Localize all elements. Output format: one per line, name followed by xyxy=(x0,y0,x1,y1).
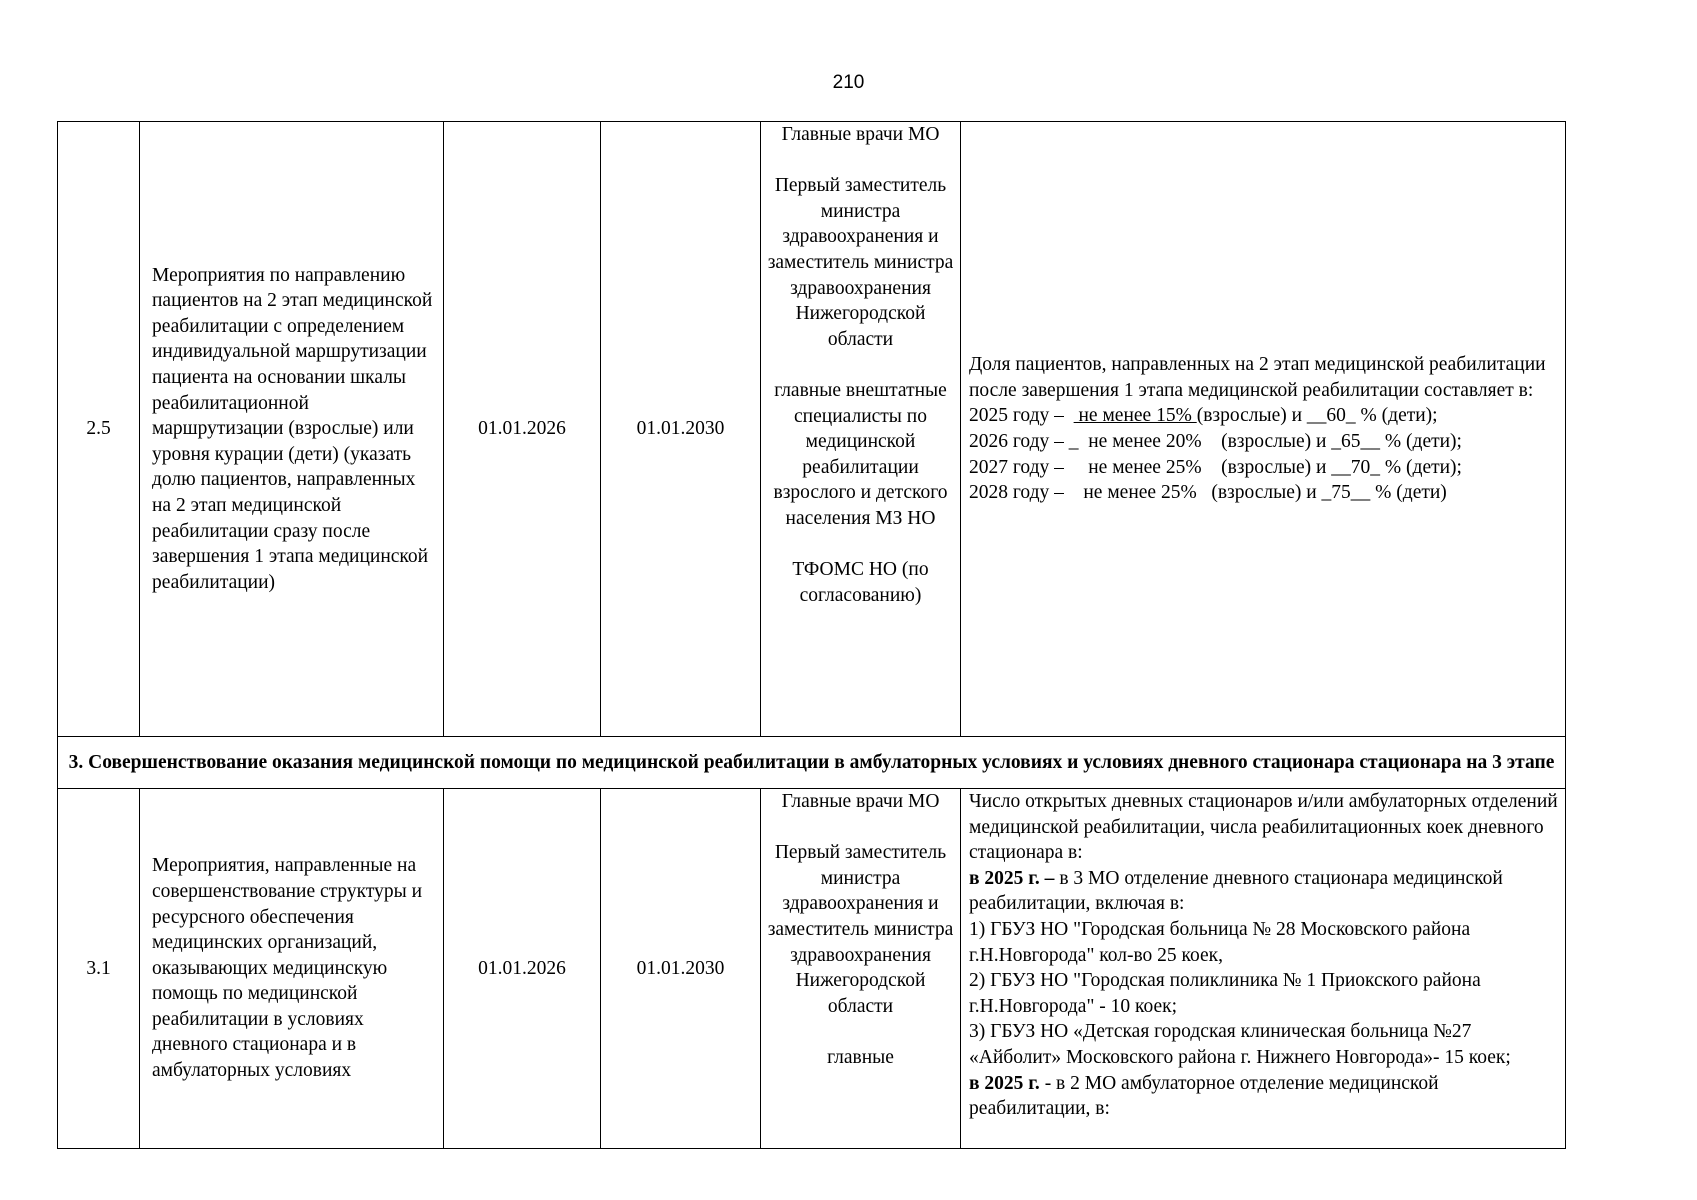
result-2026: 2026 году – _ не менее 20% (взрослые) и _65__ % (дети); xyxy=(969,431,1462,452)
row-number: 2.5 xyxy=(58,122,140,737)
responsible-chief-doctors: Главные врачи МО xyxy=(781,124,940,145)
table-row-2-5 xyxy=(58,122,1566,737)
measures-table xyxy=(57,121,1566,1149)
responsible-specialists: главные xyxy=(827,1046,894,1068)
responsible-tfoms: ТФОМС НО (по согласованию) xyxy=(792,559,929,606)
expected-result xyxy=(961,789,1566,1149)
responsible-chief-doctors: Главные врачи МО xyxy=(781,791,940,812)
result-item-2: 2) ГБУЗ НО "Городская поликлиника № 1 Приокского района г.Н.Новгорода" - 10 коек; xyxy=(969,970,1481,1017)
page-number: 210 xyxy=(832,72,865,93)
row-number: 3.1 xyxy=(58,789,140,1149)
section-title: 3. Совершенствование оказания медицинской помощи по медицинской реабилитации в амбулаторных условиях и условиях дневного стационара стационара на 3 этапе xyxy=(58,737,1566,789)
result-item-3: 3) ГБУЗ НО «Детская городская клиническая больница №27 «Айболит» Московского района г. Нижнего Новгорода»- 15 коек; xyxy=(969,1021,1511,1068)
result-2025: 2025 году – не менее 15% (взрослые) и __60_ % (дети); xyxy=(969,405,1438,427)
result-item-1: 1) ГБУЗ НО "Городская больница № 28 Московского района г.Н.Новгорода" кол-во 25 коек, xyxy=(969,918,1471,966)
expected-result xyxy=(961,122,1566,737)
measure-name: Мероприятия, направленные на совершенствование структуры и ресурсного обеспечения медицинских организаций, оказывающих медицинскую помощь по медицинской реабилитации в условиях дневного стационара и в амбулаторных условиях xyxy=(140,789,444,1149)
result-intro: Число открытых дневных стационаров и/или амбулаторных отделений медицинской реабилитации, числа реабилитационных коек дневного стационара в: xyxy=(969,791,1558,864)
result-intro: Доля пациентов, направленных на 2 этап медицинской реабилитации после завершения 1 этапа медицинской реабилитации составляет в: xyxy=(969,354,1546,401)
section-header-row xyxy=(58,737,1566,789)
start-date: 01.01.2026 xyxy=(444,789,601,1149)
result-2025-day-hospital: в 2025 г. – в 3 МО отделение дневного стационара медицинской реабилитации, включая в: xyxy=(969,867,1503,915)
end-date: 01.01.2030 xyxy=(601,789,761,1149)
responsible-executors xyxy=(761,789,961,1149)
responsible-ministers: Первый заместитель министра здравоохранения и заместитель министра здравоохранения Нижегородской области xyxy=(767,175,954,350)
result-2025-outpatient: в 2025 г. - в 2 МО амбулаторное отделение медицинской реабилитации, в: xyxy=(969,1072,1439,1120)
responsible-executors xyxy=(761,122,961,737)
result-2028: 2028 году – не менее 25% (взрослые) и _75__ % (дети) xyxy=(969,482,1447,504)
responsible-ministers: Первый заместитель министра здравоохранения и заместитель министра здравоохранения Нижегородской области xyxy=(767,842,954,1017)
responsible-specialists: главные внештатные специалисты по медицинской реабилитации взрослого и детского населения МЗ НО xyxy=(773,379,948,529)
measure-name: Мероприятия по направлению пациентов на 2 этап медицинской реабилитации с определением индивидуальной маршрутизации пациента на основании шкалы реабилитационной маршрутизации (взрослые) или уровня курации (дети) (указать долю пациентов, направленных на 2 этап медицинской реабилитации сразу после завершения 1 этапа медицинской реабилитации) xyxy=(140,122,444,737)
start-date: 01.01.2026 xyxy=(444,122,601,737)
table-row-3-1 xyxy=(58,789,1566,1149)
result-2027: 2027 году – не менее 25% (взрослые) и __70_ % (дети); xyxy=(969,456,1462,478)
end-date: 01.01.2030 xyxy=(601,122,761,737)
